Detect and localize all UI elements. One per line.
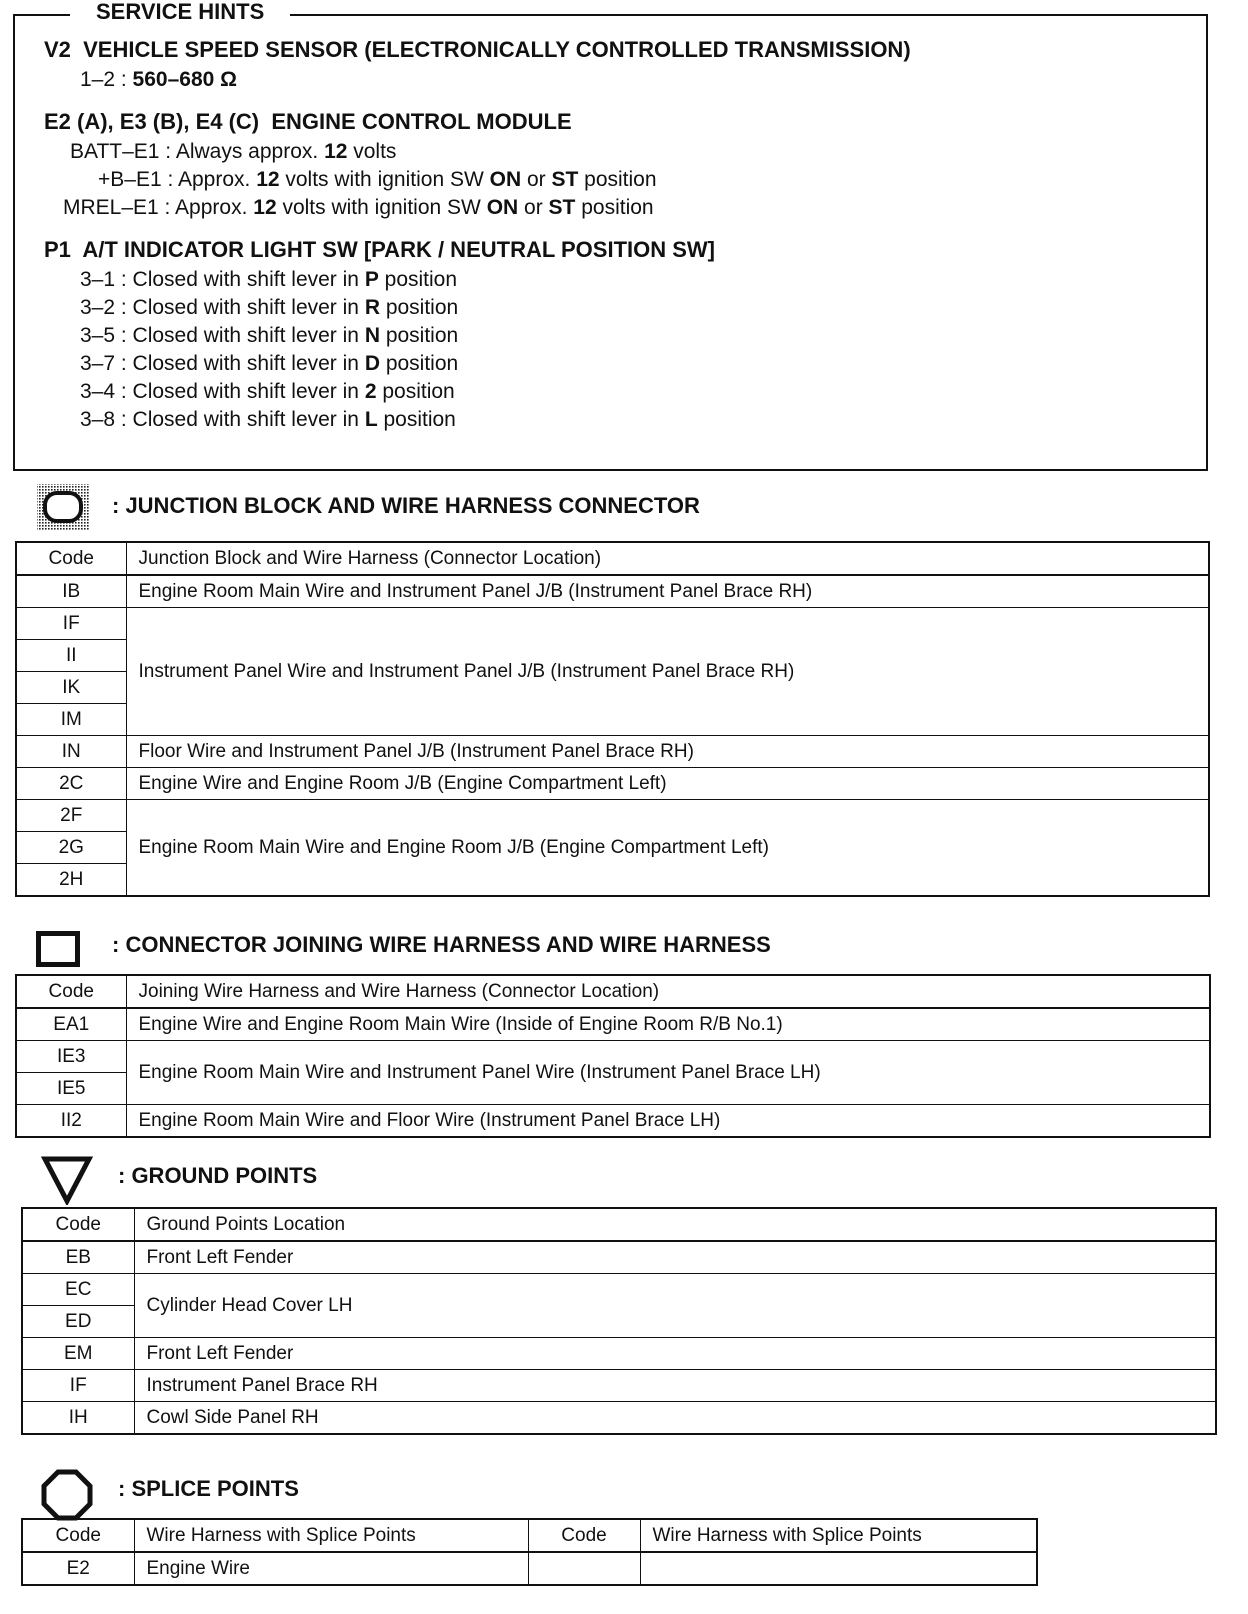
junction-block-icon — [36, 483, 90, 531]
code-cell: IN — [16, 736, 126, 768]
ecm-line-text: or — [521, 168, 552, 191]
table-header-row — [22, 1208, 1216, 1241]
ecm-line-bold: ST — [551, 168, 579, 191]
ecm-line-text: position — [578, 168, 657, 191]
desc-header: Joining Wire Harness and Wire Harness (Connector Location) — [126, 975, 1210, 1008]
p1-pins: 3–1 : — [80, 268, 133, 291]
v2-heading: V2 VEHICLE SPEED SENSOR (ELECTRONICALLY CONTROLLED TRANSMISSION) — [44, 37, 911, 62]
code-cell: 2C — [16, 768, 126, 800]
ground-section-title: : GROUND POINTS — [118, 1163, 318, 1188]
code-cell: IK — [16, 672, 126, 704]
table-row — [22, 1370, 1216, 1402]
p1-line — [80, 296, 458, 320]
p1-text: position — [376, 380, 455, 403]
table-row — [22, 1552, 1037, 1585]
table-row — [16, 575, 1209, 608]
code-cell: IM — [16, 704, 126, 736]
p1-text: Closed with shift lever in — [132, 324, 365, 347]
code-cell: 2H — [16, 864, 126, 897]
p1-text: Closed with shift lever in — [132, 352, 365, 375]
ecm-line-bold: 12 — [256, 168, 280, 191]
desc-cell: Engine Wire and Engine Room J/B (Engine Compartment Left) — [126, 768, 1209, 800]
p1-position: N — [364, 324, 380, 347]
v2-spec — [80, 68, 237, 92]
connector-section-title: : CONNECTOR JOINING WIRE HARNESS AND WIRE HARNESS — [112, 932, 771, 957]
p1-text: Closed with shift lever in — [132, 408, 365, 431]
code-cell — [528, 1552, 640, 1585]
table-row — [22, 1402, 1216, 1435]
connector-table — [15, 974, 1211, 1138]
desc-cell: Engine Wire — [134, 1552, 528, 1585]
ground-triangle-icon — [41, 1155, 93, 1205]
p1-pins: 3–8 : — [80, 408, 133, 431]
desc-cell: Engine Room Main Wire and Instrument Panel Wire (Instrument Panel Brace LH) — [126, 1041, 1210, 1105]
table-header-row — [16, 975, 1210, 1008]
code-cell: EB — [22, 1241, 134, 1274]
ecm-line-batt — [70, 140, 396, 164]
p1-position: L — [364, 408, 378, 431]
ecm-line-text: volts with ignition SW — [279, 168, 490, 191]
code-cell: IE5 — [16, 1073, 126, 1105]
v2-spec-pins: 1–2 : — [80, 68, 133, 91]
ecm-line-bold: 12 — [324, 140, 348, 163]
code-header: Code — [22, 1208, 134, 1241]
table-row — [16, 608, 1209, 640]
table-row — [22, 1241, 1216, 1274]
table-header-row — [22, 1519, 1037, 1552]
p1-pins: 3–7 : — [80, 352, 133, 375]
p1-text: Closed with shift lever in — [132, 380, 365, 403]
code-cell: E2 — [22, 1552, 134, 1585]
splice-section-title: : SPLICE POINTS — [118, 1476, 299, 1501]
ecm-line-bold: ON — [489, 168, 522, 191]
ecm-line-text: or — [518, 196, 549, 219]
desc-header: Junction Block and Wire Harness (Connector Location) — [126, 542, 1209, 575]
table-row — [16, 800, 1209, 832]
code-cell: ED — [22, 1306, 134, 1338]
ground-table — [21, 1207, 1217, 1435]
table-row — [22, 1338, 1216, 1370]
code-cell: IE3 — [16, 1041, 126, 1073]
p1-text: Closed with shift lever in — [132, 296, 365, 319]
p1-line — [80, 408, 456, 432]
p1-position: P — [364, 268, 379, 291]
junction-table — [15, 541, 1210, 897]
v2-spec-value: 560–680 Ω — [132, 68, 237, 91]
desc-cell — [640, 1552, 1037, 1585]
desc-cell: Floor Wire and Instrument Panel J/B (Instrument Panel Brace RH) — [126, 736, 1209, 768]
p1-line — [80, 268, 457, 292]
junction-section-title: : JUNCTION BLOCK AND WIRE HARNESS CONNECTOR — [112, 493, 700, 518]
splice-table — [21, 1518, 1038, 1586]
ecm-line-mrel — [63, 196, 654, 220]
ecm-line-text: BATT–E1 : Always approx. — [70, 140, 325, 163]
code-header: Code — [528, 1519, 640, 1552]
desc-cell: Cowl Side Panel RH — [134, 1402, 1216, 1435]
code-header: Code — [22, 1519, 134, 1552]
code-cell: II — [16, 640, 126, 672]
desc-cell: Engine Room Main Wire and Instrument Panel J/B (Instrument Panel Brace RH) — [126, 575, 1209, 608]
desc-cell: Engine Room Main Wire and Floor Wire (Instrument Panel Brace LH) — [126, 1105, 1210, 1138]
p1-text: Closed with shift lever in — [132, 268, 365, 291]
desc-cell: Instrument Panel Wire and Instrument Panel J/B (Instrument Panel Brace RH) — [126, 608, 1209, 736]
p1-position: R — [364, 296, 380, 319]
code-cell: II2 — [16, 1105, 126, 1138]
code-header: Code — [16, 975, 126, 1008]
desc-cell: Instrument Panel Brace RH — [134, 1370, 1216, 1402]
p1-text: position — [378, 268, 458, 291]
table-row — [16, 736, 1209, 768]
ecm-line-text: MREL–E1 : Approx. — [63, 196, 254, 219]
code-cell: IH — [22, 1402, 134, 1435]
p1-position: 2 — [364, 380, 377, 403]
desc-header: Wire Harness with Splice Points — [640, 1519, 1037, 1552]
p1-text: position — [379, 324, 459, 347]
p1-text: position — [379, 352, 459, 375]
desc-cell: Front Left Fender — [134, 1241, 1216, 1274]
service-hints-title: SERVICE HINTS — [70, 0, 290, 24]
desc-cell: Engine Room Main Wire and Engine Room J/B (Engine Compartment Left) — [126, 800, 1209, 897]
ecm-line-b — [98, 168, 657, 192]
p1-pins: 3–4 : — [80, 380, 133, 403]
code-cell: 2G — [16, 832, 126, 864]
ecm-line-bold: 12 — [253, 196, 277, 219]
p1-heading: P1 A/T INDICATOR LIGHT SW [PARK / NEUTRAL POSITION SW] — [44, 237, 715, 262]
ecm-heading: E2 (A), E3 (B), E4 (C) ENGINE CONTROL MODULE — [44, 109, 572, 134]
p1-text: position — [377, 408, 456, 431]
table-row — [22, 1274, 1216, 1306]
splice-octagon-icon — [41, 1469, 93, 1521]
code-header: Code — [16, 542, 126, 575]
p1-pins: 3–2 : — [80, 296, 133, 319]
ecm-line-bold: ST — [548, 196, 576, 219]
p1-position: D — [364, 352, 380, 375]
desc-cell: Cylinder Head Cover LH — [134, 1274, 1216, 1338]
table-header-row — [16, 542, 1209, 575]
desc-header: Ground Points Location — [134, 1208, 1216, 1241]
p1-line — [80, 324, 458, 348]
ecm-line-bold: ON — [486, 196, 519, 219]
code-cell: EC — [22, 1274, 134, 1306]
code-cell: EM — [22, 1338, 134, 1370]
code-cell: IF — [16, 608, 126, 640]
ecm-line-text: volts with ignition SW — [276, 196, 487, 219]
p1-text: position — [379, 296, 459, 319]
ecm-line-text: +B–E1 : Approx. — [98, 168, 257, 191]
table-row — [16, 1008, 1210, 1041]
ecm-line-text: position — [575, 196, 654, 219]
ecm-line-text: volts — [347, 140, 397, 163]
desc-header: Wire Harness with Splice Points — [134, 1519, 528, 1552]
desc-cell: Engine Wire and Engine Room Main Wire (Inside of Engine Room R/B No.1) — [126, 1008, 1210, 1041]
p1-line — [80, 352, 458, 376]
p1-pins: 3–5 : — [80, 324, 133, 347]
desc-cell: Front Left Fender — [134, 1338, 1216, 1370]
connector-square-icon — [36, 931, 80, 967]
table-row — [16, 1105, 1210, 1138]
table-row — [16, 768, 1209, 800]
code-cell: EA1 — [16, 1008, 126, 1041]
p1-line — [80, 380, 455, 404]
code-cell: IB — [16, 575, 126, 608]
code-cell: 2F — [16, 800, 126, 832]
table-row — [16, 1041, 1210, 1073]
code-cell: IF — [22, 1370, 134, 1402]
